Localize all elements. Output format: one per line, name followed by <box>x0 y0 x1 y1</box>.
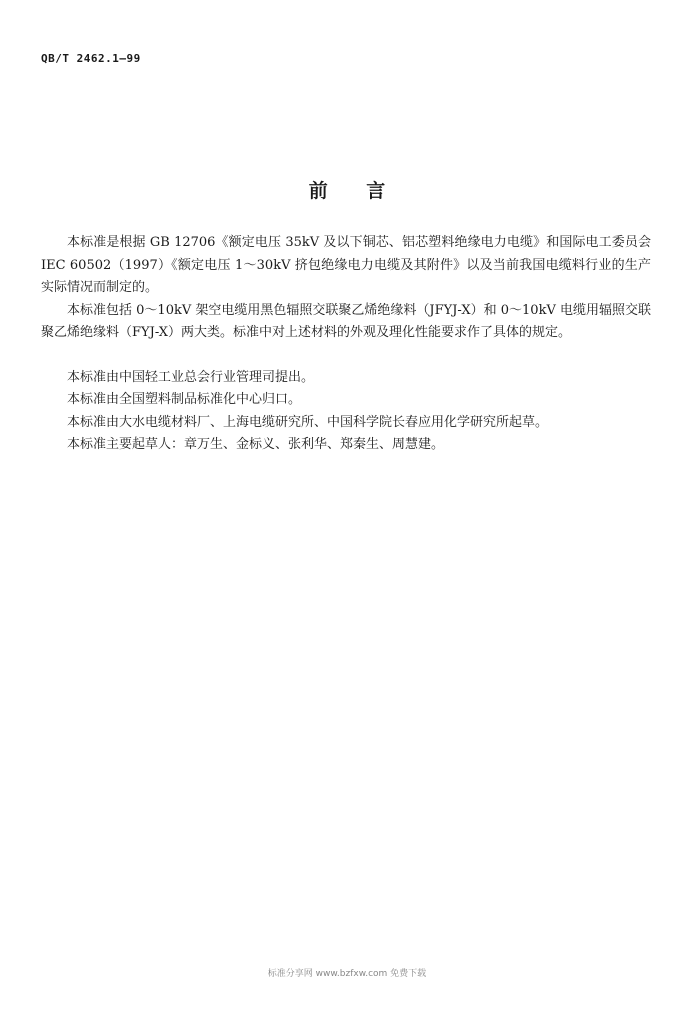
section-title: 前 言 <box>308 180 402 202</box>
note-proposer: 本标准由中国轻工业总会行业管理司提出。 <box>67 369 315 385</box>
document-body <box>41 232 651 457</box>
paragraph-basis: 本标准是根据 GB 12706《额定电压 35kV 及以下铜芯、铝芯塑料绝缘电力电缆》和国际电工委员会 IEC 60502（1997）《额定电压 1～30kV 挤包绝缘电力电缆及其附件》以及当前我国电缆料行业的生产实际情况而制定的。 <box>41 235 651 295</box>
paragraph-scope: 本标准包括 0～10kV 架空电缆用黑色辐照交联聚乙烯绝缘料（JFYJ-X）和 0～10kV 电缆用辐照交联聚乙烯绝缘料（FYJ-X）两大类。标准中对上述材料的外观及理化性能要求作了具体的规定。 <box>41 302 651 340</box>
footer-watermark[interactable] <box>0 966 694 979</box>
note-drafters: 本标准主要起草人：章万生、金标义、张利华、郑秦生、周慧建。 <box>67 437 445 452</box>
paragraph-gap <box>41 345 651 367</box>
footer-text[interactable]: 标准分享网 www.bzfxw.com 免费下载 <box>267 969 427 979</box>
note-drafting-units: 本标准由大水电缆材料厂、上海电缆研究所、中国科学院长春应用化学研究所起草。 <box>67 414 549 430</box>
standard-code: QB/T 2462.1—99 <box>41 52 141 65</box>
note-administrator: 本标准由全国塑料制品标准化中心归口。 <box>67 392 302 407</box>
